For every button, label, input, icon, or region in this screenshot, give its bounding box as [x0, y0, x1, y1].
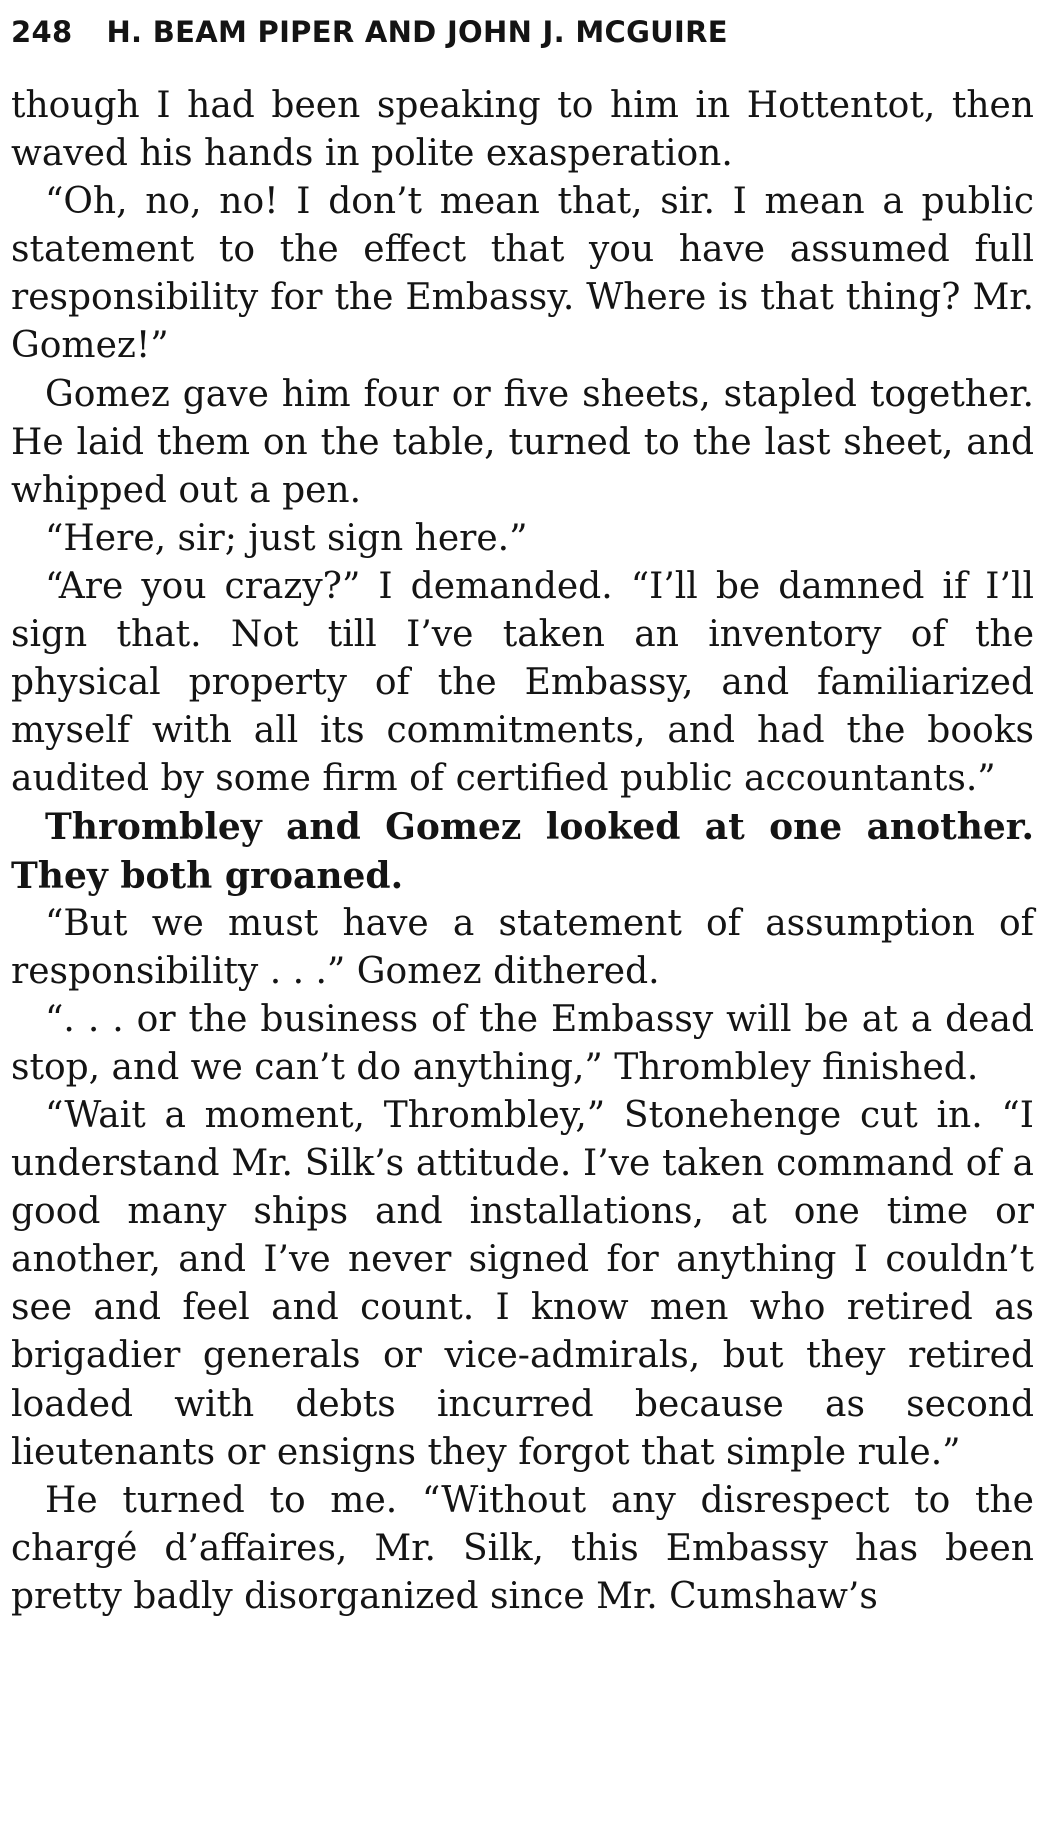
paragraph: “But we must have a statement of assumption of responsibility . . .” Gomez dithered. [11, 902, 1034, 992]
paragraph: “. . . or the business of the Embassy will be at a dead stop, and we can’t do anything,” Thrombley finished. [11, 998, 1034, 1088]
page-number: 248 [11, 15, 73, 49]
body-text [11, 82, 1034, 1621]
paragraph-bold: Thrombley and Gomez looked at one another. They both groaned. [11, 806, 1034, 897]
paragraph: “Oh, no, no! I don’t mean that, sir. I mean a public statement to the effect that you have assumed full responsibility for the Embassy. Where is that thing? Mr. Gomez!” [11, 181, 1034, 367]
paragraph: “Are you crazy?” I demanded. “I’ll be damned if I’ll sign that. Not till I’ve taken an inventory of the physical property of the Embassy, and familiarized myself with all its commitments, and had the books audited by some firm of certified public accountants.” [11, 565, 1034, 800]
paragraph: He turned to me. “Without any disrespect to the chargé d’affaires, Mr. Silk, this Embassy has been pretty badly disorganized since Mr. Cumshaw’s [11, 1479, 1034, 1617]
running-title: H. BEAM PIPER AND JOHN J. MCGUIRE [106, 15, 728, 49]
paragraph-continued: though I had been speaking to him in Hottentot, then waved his hands in polite exasperation. [11, 85, 1034, 175]
paragraph: “Here, sir; just sign here.” [45, 517, 528, 559]
paragraph: Gomez gave him four or five sheets, stapled together. He laid them on the table, turned to the last sheet, and whipped out a pen. [11, 373, 1034, 511]
running-header [11, 10, 1034, 60]
paragraph: “Wait a moment, Thrombley,” Stonehenge cut in. “I understand Mr. Silk’s attitude. I’ve taken command of a good many ships and installations, at one time or another, and I’ve never signed for anything I couldn’t see and feel and count. I know men who retired as brigadier generals or vice-admirals, but they retired loaded with debts incurred because as second lieutenants or ensigns they forgot that simple rule.” [11, 1094, 1034, 1473]
